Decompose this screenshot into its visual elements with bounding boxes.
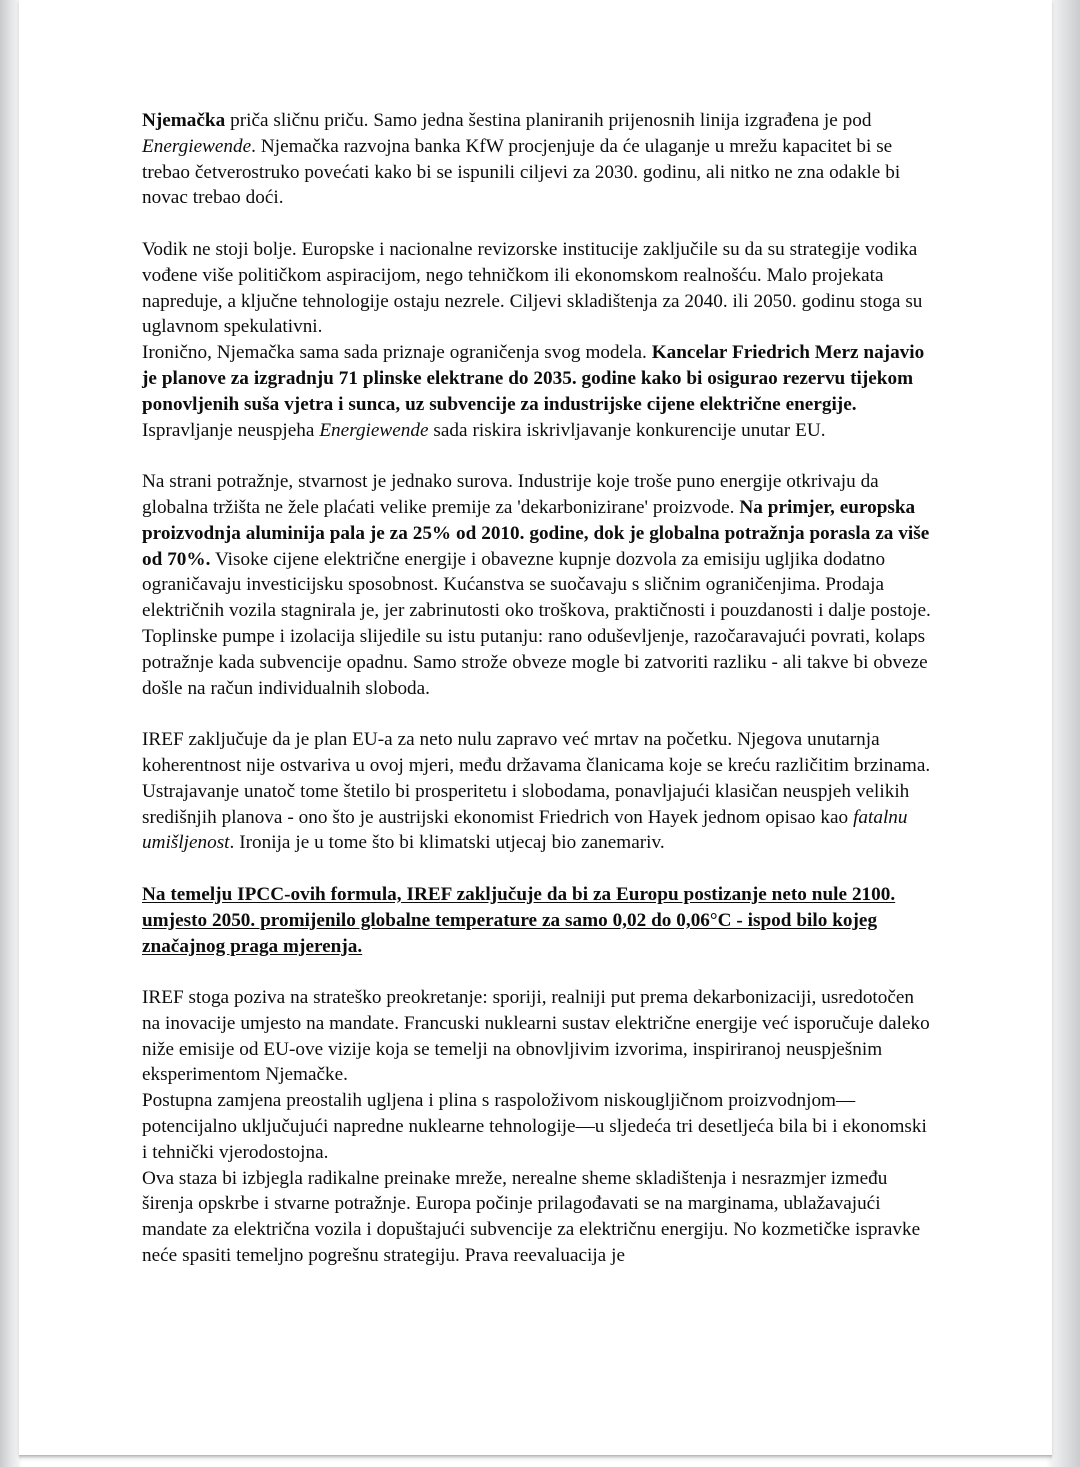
- text-run: priča sličnu priču. Samo jedna šestina planiranih prijenosnih linija izgrađena je pod: [225, 110, 872, 131]
- paragraph: [142, 340, 932, 443]
- paragraph: [142, 108, 932, 211]
- page-bottom-shadow: [19, 1455, 1052, 1462]
- paragraph: [142, 1166, 932, 1269]
- text-run: Vodik ne stoji bolje. Europske i nacionalne revizorske institucije zaključile su da su strategije vodika vođene više političkom aspiracijom, nego tehničkom ili ekonomskom realnošću. Malo projekata napreduje, a ključne tehnologije ostaju nezrele. Ciljevi skladištenja za 2040. ili 2050. godinu stoga su uglavnom spekulativni.: [142, 238, 923, 338]
- document-page: [19, 0, 1052, 1455]
- text-run: sada riskira iskrivljavanje konkurencije unutar EU.: [428, 419, 826, 441]
- text-run: Postupna zamjena preostalih ugljena i plina s raspoloživom niskougljičnom proizvodnjom—potencijalno uključujući napredne nuklearne tehnologije—u sljedeća tri desetljeća bila bi i ekonomski i tehnički vjerodostojna.: [142, 1090, 927, 1163]
- text-run: Na strani potražnje, stvarnost je jednako surova. Industrije koje troše puno energije otkrivaju da globalna tržišta ne žele plaćati velike premije za 'dekarbonizirane' proizvode.: [142, 471, 879, 518]
- text-run: IREF zaključuje da je plan EU-a za neto nulu zapravo već mrtav na početku. Njegova unutarnja koherentnost nije ostvariva u ovoj mjeri, među državama članicama koje se kreću različitim brzinama. Ustrajavanje unatoč tome štetilo bi prosperitetu i slobodama, ponavljajući klasičan neuspjeh velikih središnjih planova - ono što je austrijski ekonomist Friedrich von Hayek jednom opisao kao: [142, 729, 931, 828]
- document-text-column: [142, 108, 932, 1269]
- italic-text-run: fatalnu umišljenost: [142, 806, 908, 854]
- text-run: Ova staza bi izbjegla radikalne preinake mreže, nerealne sheme skladištenja i nesrazmjer između širenja opskrbe i stvarne potražnje. Europa počinje prilagođavati se na marginama, ublažavajući mandate za električna vozila i dopuštajući subvencije za električnu energiju. No kozmetičke ispravke neće spasiti temeljno pogrešnu strategiju. Prava reevaluacija je: [142, 1167, 921, 1267]
- paragraph: [142, 985, 932, 1088]
- italic-text-run: Energiewende: [142, 135, 252, 157]
- bold-text-run: Na primjer, europska proizvodnja aluminija pala je za 25% od 2010. godine, dok je globalna potražnja porasla za više od 70%.: [142, 496, 930, 570]
- paragraph: [142, 1088, 932, 1165]
- text-run: Visoke cijene električne energije i obavezne kupnje dozvola za emisiju ugljika dodatno ograničavaju investicijsku sposobnost. Kućanstva se suočavaju s sličnim ograničenjima. Prodaja električnih vozila stagnirala je, jer zabrinutosti oko troškova, praktičnosti i pouzdanosti i dalje postoje. Toplinske pumpe i izolacija slijedile su istu putanju: rano oduševljenje, razočaravajući povrati, kolaps potražnje kada subvencije opadnu. Samo strože obveze mogle bi zatvoriti razliku - ali takve bi obveze došle na račun individualnih sloboda.: [142, 548, 931, 699]
- text-run: Ispravljanje neuspjeha: [142, 419, 320, 441]
- text-run: . Ironija je u tome što bi klimatski utjecaj bio zanemariv.: [229, 832, 665, 854]
- paragraph: [142, 237, 932, 340]
- bold-underlined-text-run: Na temelju IPCC-ovih formula, IREF zaključuje da bi za Europu postizanje neto nule 2100. umjesto 2050. promijenilo globalne temperature za samo 0,02 do 0,06°C - ispod bilo kojeg značajnog praga mjerenja.: [142, 883, 896, 957]
- paragraph: [142, 882, 932, 959]
- bold-text-run: Njemačka: [142, 110, 226, 131]
- text-run: . Njemačka razvojna banka KfW procjenjuje da će ulaganje u mrežu kapacitet bi se trebao četverostruko povećati kako bi se ispunili ciljevi za 2030. godinu, ali nitko ne zna odakle bi novac trebao doći.: [142, 135, 901, 209]
- bold-text-run: Kancelar Friedrich Merz najavio je planove za izgradnju 71 plinske elektrane do 2035. godine kako bi osigurao rezervu tijekom ponovljenih suša vjetra i sunca, uz subvencije za industrijske cijene električne energije.: [142, 342, 925, 415]
- text-run: Ironično, Njemačka sama sada priznaje ograničenja svog modela.: [142, 342, 652, 364]
- text-run: IREF stoga poziva na strateško preokretanje: sporiji, realniji put prema dekarbonizaciji, usredotočen na inovacije umjesto na mandate. Francuski nuklearni sustav električne energije već isporučuje daleko niže emisije od EU-ove vizije koja se temelji na obnovljivim izvorima, inspiriranoj neuspješnim eksperimentom Njemačke.: [142, 987, 930, 1086]
- paragraph: [142, 469, 932, 701]
- paragraph: [142, 727, 932, 856]
- italic-text-run: Energiewende: [319, 419, 429, 441]
